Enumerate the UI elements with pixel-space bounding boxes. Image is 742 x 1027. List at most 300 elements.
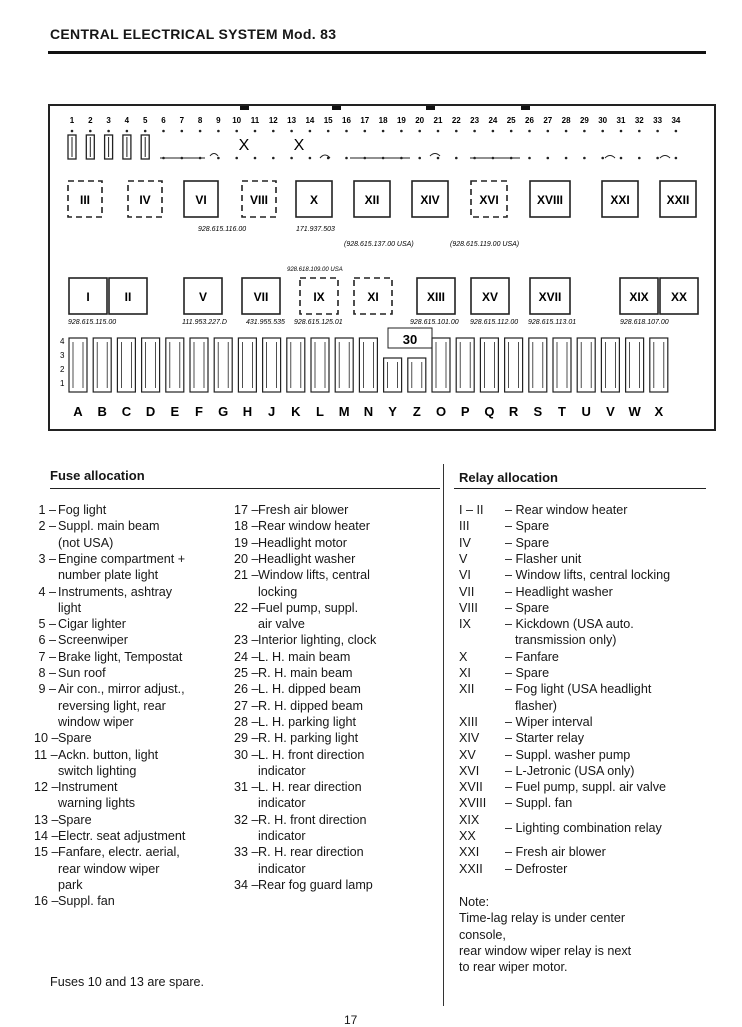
fuse-contact-bottom xyxy=(638,157,641,160)
connector-block xyxy=(601,338,619,392)
fuse-description: window wiper xyxy=(58,714,134,729)
relay-description: – Lighting combination relay xyxy=(505,820,662,835)
fuse-box-drawing xyxy=(50,106,714,429)
relay-number: XVIII xyxy=(459,796,487,811)
relay-label: II xyxy=(124,290,132,304)
relay-description: – Starter relay xyxy=(505,731,585,746)
fuse-description: Air con., mirror adjust., xyxy=(58,682,185,697)
relay-description: – Rear window heater xyxy=(505,503,628,517)
fuse-number: 4 – xyxy=(38,584,56,599)
fuse-number-label: 8 xyxy=(197,116,203,125)
relay-label: XIX xyxy=(629,290,649,304)
note-line: to rear wiper motor. xyxy=(459,960,568,975)
connector-block xyxy=(214,338,232,392)
fuse-number-label: 21 xyxy=(433,116,443,125)
fuse-contact-top xyxy=(181,130,184,133)
fuse-number-label: 33 xyxy=(653,116,663,125)
fuse-number-label: 20 xyxy=(415,116,425,125)
fuse-description: R. H. dipped beam xyxy=(258,698,364,713)
connector-block xyxy=(335,338,353,392)
fuse-contact-top xyxy=(400,130,403,133)
fuse-number: 34 – xyxy=(234,877,259,892)
fuse-contact-top xyxy=(309,130,312,133)
connector-letter: W xyxy=(628,404,641,419)
wire-link xyxy=(160,154,218,159)
relay-number: IX xyxy=(459,617,471,632)
fuse-contact-bottom xyxy=(547,157,550,160)
fuse-number: 6 – xyxy=(38,633,56,648)
relay-label: XVIII xyxy=(536,193,564,207)
fuse-description: Spare xyxy=(58,731,92,746)
fuse-description: R. H. main beam xyxy=(258,666,353,680)
fuse-description: number plate light xyxy=(58,568,159,583)
fuse-description: L. H. main beam xyxy=(258,649,351,664)
connector-letter: U xyxy=(581,404,591,419)
relay-label: XVII xyxy=(538,290,562,304)
connector-block xyxy=(529,338,547,392)
relay-number: VII xyxy=(459,584,475,599)
fuse-description: R. H. parking light xyxy=(258,731,359,746)
relay-number: VI xyxy=(459,568,471,583)
relay-label: IX xyxy=(313,290,325,304)
fuse-contact-bottom xyxy=(290,157,293,160)
fuse-number: 29 – xyxy=(234,731,259,746)
fuse-description: Interior lighting, clock xyxy=(258,633,377,648)
relay-number: XV xyxy=(459,747,476,762)
relay-description: – Flasher unit xyxy=(505,551,582,566)
fuse-number-label: 27 xyxy=(543,116,553,125)
connector-letter: A xyxy=(73,404,83,419)
relay-number: III xyxy=(459,519,470,534)
relay-number: VIII xyxy=(459,600,478,615)
relay-label: XXII xyxy=(666,193,690,207)
fuse-description: Headlight washer xyxy=(258,551,356,566)
part-number: 431.955.535 xyxy=(246,319,285,326)
relay-label: X xyxy=(309,193,319,207)
connector-letter: J xyxy=(267,404,276,419)
fuse-number: 30 – xyxy=(234,747,259,762)
relay-label: XV xyxy=(481,290,499,304)
fuse-number: 11 – xyxy=(34,747,58,762)
relay-description: transmission only) xyxy=(515,633,617,648)
connector-letter: V xyxy=(606,404,615,419)
fuse-contact-top xyxy=(272,130,275,133)
fuse-number-label: 16 xyxy=(342,116,351,125)
relay-description: flasher) xyxy=(515,698,557,713)
fuse-description: Instruments, ashtray xyxy=(58,584,173,599)
relay-number: I – II xyxy=(459,503,484,517)
relay-label: VII xyxy=(253,290,269,304)
relay-description: – Kickdown (USA auto. xyxy=(505,617,634,632)
fuse-contact-top xyxy=(528,130,531,133)
fuse-number: 27 – xyxy=(234,698,259,713)
fuse-contact-top xyxy=(382,130,385,133)
fuse-contact-top xyxy=(492,130,495,133)
note-line: Time-lag relay is under center xyxy=(459,911,626,926)
relay-label: XVI xyxy=(479,193,499,207)
fuse-description: L. H. rear direction xyxy=(258,780,362,795)
connector-block xyxy=(166,338,184,392)
connector-block xyxy=(311,338,329,392)
terminal-30-label: 30 xyxy=(402,332,418,347)
relay-label: III xyxy=(79,193,91,207)
part-number: (928.615.137.00 USA) xyxy=(344,241,414,248)
fuse-number-label: 30 xyxy=(598,116,608,125)
connector-letter: K xyxy=(291,404,301,419)
connector-letter: G xyxy=(218,404,229,419)
fuse-contact-bottom xyxy=(601,157,604,160)
fuse-description: Headlight motor xyxy=(258,535,347,550)
fuse-description: (not USA) xyxy=(58,535,114,550)
part-number: (928.615.119.00 USA) xyxy=(450,241,520,248)
fuse-number-label: 10 xyxy=(232,116,242,125)
fuse-number: 16 – xyxy=(34,894,59,909)
connector-block xyxy=(190,338,208,392)
fuse-contact-top xyxy=(199,130,202,133)
connector-letter: O xyxy=(435,404,447,419)
relay-description: – Spare xyxy=(505,535,550,550)
fuse-description: rear window wiper xyxy=(58,861,160,876)
fuse-contact-top xyxy=(107,130,110,133)
connector-letter: Q xyxy=(484,404,495,419)
fuse-number-label: 6 xyxy=(161,116,166,125)
fuse-contact-top xyxy=(547,130,550,133)
connector-block xyxy=(359,338,377,392)
fuse-number-label: 22 xyxy=(451,116,461,125)
fuse-number: 18 – xyxy=(234,519,259,534)
fuse-description: Ackn. button, light xyxy=(58,747,159,762)
relay-description: – L-Jetronic (USA only) xyxy=(505,763,635,778)
fuse-description: Engine compartment + xyxy=(58,551,186,566)
fuse-number: 22 – xyxy=(234,600,259,615)
fuse-contact-bottom xyxy=(675,157,678,160)
connector-letter: M xyxy=(338,404,350,419)
connector-block xyxy=(263,338,281,392)
fuse-number-label: 15 xyxy=(323,116,333,125)
part-number: 111.953.227.D xyxy=(182,319,227,326)
part-number: 928.615.115.00 xyxy=(68,319,117,326)
part-number: 171.937.503 xyxy=(296,226,335,233)
row-label: 4 xyxy=(60,337,65,346)
relay-label: XII xyxy=(364,193,380,207)
fuse-number: 12 – xyxy=(34,780,59,795)
relay-label: XIV xyxy=(420,193,440,207)
fuse-description: Rear fog guard lamp xyxy=(258,877,373,892)
fuse-description: L. H. parking light xyxy=(258,714,357,729)
connector-letter: Z xyxy=(412,404,421,419)
relay-label: XX xyxy=(670,290,688,304)
connector-block xyxy=(93,338,111,392)
fuse-number: 3 – xyxy=(38,551,56,566)
fuse-number: 21 – xyxy=(234,568,259,583)
connector-block xyxy=(287,338,305,392)
fuse-number-label: 29 xyxy=(579,116,589,125)
fuse-contact-top xyxy=(601,130,604,133)
part-number: 928.618.107.00 xyxy=(620,319,669,326)
top-tab xyxy=(426,106,435,110)
fuse-number-label: 32 xyxy=(634,116,644,125)
relay-description: – Spare xyxy=(505,600,550,615)
fuse-description: locking xyxy=(258,584,298,599)
part-number: 928.615.112.00 xyxy=(470,319,519,326)
fuse-contact-top xyxy=(345,130,348,133)
fuse-contact-top xyxy=(217,130,220,133)
connector-block xyxy=(384,358,402,392)
fuse-description: Fanfare, electr. aerial, xyxy=(58,845,180,860)
fuse-number-label: 9 xyxy=(216,116,221,125)
fuse-contact-bottom xyxy=(254,157,257,160)
relay-label: XI xyxy=(367,290,379,304)
fuse-number-label: 7 xyxy=(179,116,185,125)
fuse-contact-bottom xyxy=(272,157,275,160)
relay-label: VI xyxy=(195,193,207,207)
fuse-contact-bottom xyxy=(528,157,531,160)
fuse-number: 5 – xyxy=(38,617,56,632)
note-line: console, xyxy=(459,927,506,942)
fuse-description: light xyxy=(58,600,82,615)
fuse-description: R. H. front direction xyxy=(258,812,367,827)
note-line: rear window wiper relay is next xyxy=(459,943,632,958)
relay-number: XI xyxy=(459,666,471,680)
connector-letter: N xyxy=(363,404,374,419)
fuse-description: indicator xyxy=(258,763,306,778)
relay-number: V xyxy=(459,551,468,566)
fuse-number: 17 – xyxy=(234,503,259,517)
relay-title-rule xyxy=(454,488,706,489)
relay-number: XIV xyxy=(459,731,480,746)
fuse-contact-top xyxy=(89,130,92,133)
connector-block xyxy=(142,338,160,392)
fuse-number: 31 – xyxy=(234,780,259,795)
fuse-allocation-title: Fuse allocation xyxy=(50,468,145,483)
fuse-number-label: 25 xyxy=(506,116,516,125)
relay-number: XXI xyxy=(459,845,480,860)
connector-block xyxy=(626,338,644,392)
fuse-description: Electr. seat adjustment xyxy=(58,829,186,843)
fuse-number: 13 – xyxy=(34,812,59,827)
fuse-number-label: 11 xyxy=(250,116,260,125)
top-tab xyxy=(332,106,341,110)
fuse-description: Fuel pump, suppl. xyxy=(258,600,359,615)
fuse-number-label: 34 xyxy=(671,116,681,125)
fuse-number: 32 – xyxy=(234,812,259,827)
relay-number: XII xyxy=(459,682,475,697)
relay-description: – Spare xyxy=(505,519,550,534)
fuse-number: 8 – xyxy=(38,666,56,680)
fuse-number-label: 26 xyxy=(525,116,534,125)
fuse-number-label: 19 xyxy=(396,116,406,125)
fuse-contact-top xyxy=(162,130,165,133)
connector-letter: X xyxy=(654,404,664,419)
fuse-contact-top xyxy=(473,130,476,133)
page-title: CENTRAL ELECTRICAL SYSTEM Mod. 83 xyxy=(50,26,337,42)
fuse-description: Instrument xyxy=(58,780,118,795)
fuse-number: 24 – xyxy=(234,649,259,664)
connector-block xyxy=(650,338,668,392)
fuse-description: L. H. front direction xyxy=(258,747,365,762)
fuse-number: 9 – xyxy=(38,682,56,697)
connector-letter: R xyxy=(508,404,519,419)
fuse-number-label: 5 xyxy=(142,116,148,125)
note-heading: Note: xyxy=(459,895,490,909)
fuse-description: warning lights xyxy=(58,796,136,811)
relay-number: XVII xyxy=(459,780,483,795)
fuse-contact-top xyxy=(675,130,678,133)
fuse-contact-bottom xyxy=(418,157,421,160)
fuse-contact-top xyxy=(144,130,147,133)
connector-letter: L xyxy=(316,404,324,419)
relay-description: – Spare xyxy=(505,666,550,680)
fuse-box-diagram xyxy=(48,104,716,431)
fuse-contact-top xyxy=(656,130,659,133)
relay-number: XVI xyxy=(459,763,480,778)
relay-label: IV xyxy=(139,193,151,207)
connector-letter: B xyxy=(97,404,107,419)
fuse-description: L. H. dipped beam xyxy=(258,682,361,697)
relay-allocation-title: Relay allocation xyxy=(459,470,558,485)
connector-block xyxy=(480,338,498,392)
connector-letter: E xyxy=(170,404,180,419)
fuse-contact-bottom xyxy=(565,157,568,160)
fuse-contact-top xyxy=(583,130,586,133)
relay-description: – Fog light (USA headlight xyxy=(505,682,652,697)
part-number: 928.615.101.00 xyxy=(410,319,459,326)
fuse-contact-top xyxy=(437,130,440,133)
title-rule xyxy=(48,51,706,54)
row-label: 2 xyxy=(60,365,65,374)
wire-link xyxy=(320,154,670,159)
fuse-contact-top xyxy=(565,130,568,133)
top-tab xyxy=(240,106,249,110)
fuse-description: Sun roof xyxy=(58,666,106,680)
fuse-contact-top xyxy=(620,130,623,133)
fuse-description: switch lighting xyxy=(58,763,137,778)
fuse-number-label: 28 xyxy=(561,116,571,125)
fuse-number: 10 – xyxy=(34,731,59,746)
top-tab xyxy=(521,106,530,110)
row-label: 1 xyxy=(60,379,65,388)
relay-note xyxy=(459,894,631,975)
part-number: 928.615.116.00 xyxy=(198,226,247,233)
fuse-description: Suppl. fan xyxy=(58,894,115,909)
fuse-contact-top xyxy=(235,130,238,133)
connector-letter: S xyxy=(533,404,543,419)
relay-description: – Fresh air blower xyxy=(505,845,606,860)
connector-letter: P xyxy=(460,404,470,419)
fuse-description: Brake light, Tempostat xyxy=(58,649,183,664)
connector-block xyxy=(69,338,87,392)
fuse-number: 28 – xyxy=(234,714,259,729)
fuse-description: Rear window heater xyxy=(258,519,371,534)
fuse-description: indicator xyxy=(258,829,306,843)
connector-letter: F xyxy=(195,404,203,419)
fuse-description: indicator xyxy=(258,796,306,811)
removed-fuse-mark: X xyxy=(293,137,305,154)
relay-description: – Wiper interval xyxy=(505,714,593,729)
page-number: 17 xyxy=(344,1013,358,1027)
fuse-number: 33 – xyxy=(234,845,259,860)
part-number: 928.615.125.01 xyxy=(294,319,343,326)
connector-letter: C xyxy=(121,404,132,419)
fuse-number-label: 4 xyxy=(124,116,130,125)
relay-description: – Fuel pump, suppl. air valve xyxy=(505,780,667,795)
relay-label: I xyxy=(86,290,90,304)
relay-description: – Window lifts, central locking xyxy=(505,568,671,583)
relay-number: X xyxy=(459,649,468,664)
connector-block xyxy=(432,338,450,392)
relay-description: – Fanfare xyxy=(505,649,559,664)
fuse-number-label: 3 xyxy=(106,116,111,125)
column-divider xyxy=(443,464,444,1006)
fuse-contact-bottom xyxy=(235,157,238,160)
relay-label: VIII xyxy=(249,193,269,207)
fuse-contact-top xyxy=(126,130,129,133)
part-number: 928.615.113.01 xyxy=(528,319,577,326)
fuse-description: Fresh air blower xyxy=(258,503,349,517)
fuse-description: Fog light xyxy=(58,503,107,517)
fuse-contact-bottom xyxy=(656,157,659,160)
fuse-number: 7 – xyxy=(38,649,56,664)
relay-number: XIII xyxy=(459,714,478,729)
fuse-description: air valve xyxy=(258,617,305,632)
row-label: 3 xyxy=(60,351,65,360)
connector-block xyxy=(408,358,426,392)
fuse-contact-bottom xyxy=(437,157,440,160)
fuse-number-label: 23 xyxy=(470,116,480,125)
fuse-description: R. H. rear direction xyxy=(258,845,364,860)
fuse-number-label: 31 xyxy=(616,116,626,125)
connector-letter: T xyxy=(558,404,566,419)
fuse-number: 1 – xyxy=(38,503,56,517)
fuse-contact-bottom xyxy=(345,157,348,160)
fuse-title-rule xyxy=(50,488,440,489)
connector-block xyxy=(456,338,474,392)
fuse-contact-top xyxy=(510,130,513,133)
connector-block xyxy=(238,338,256,392)
relay-description: – Suppl. fan xyxy=(505,796,573,811)
fuse-contact-top xyxy=(290,130,293,133)
relay-number: XXII xyxy=(459,861,483,876)
fuse-contact-top xyxy=(71,130,74,133)
fuse-contact-bottom xyxy=(455,157,458,160)
connector-block xyxy=(577,338,595,392)
fuse-contact-bottom xyxy=(620,157,623,160)
fuse-number: 2 – xyxy=(38,519,56,534)
fuse-contact-top xyxy=(418,130,421,133)
fuse-description: indicator xyxy=(258,861,306,876)
connector-letter: H xyxy=(242,404,253,419)
fuse-number: 23 – xyxy=(234,633,259,648)
relay-number: XIX xyxy=(459,812,480,827)
relay-number: IV xyxy=(459,535,471,550)
relay-number: XX xyxy=(459,829,476,843)
relay-label: V xyxy=(198,290,208,304)
connector-block xyxy=(505,338,523,392)
fuse-number-label: 14 xyxy=(305,116,315,125)
connector-letter: Y xyxy=(388,404,397,419)
fuse-number-label: 1 xyxy=(69,116,75,125)
removed-fuse-mark: X xyxy=(238,137,250,154)
fuse-number: 19 – xyxy=(234,535,259,550)
fuse-number-label: 24 xyxy=(488,116,498,125)
fuse-contact-top xyxy=(455,130,458,133)
fuse-footnote: Fuses 10 and 13 are spare. xyxy=(50,975,205,989)
fuse-contact-top xyxy=(638,130,641,133)
fuse-description: Cigar lighter xyxy=(58,617,126,632)
relay-description: – Suppl. washer pump xyxy=(505,747,631,762)
fuse-contact-bottom xyxy=(309,157,312,160)
fuse-number: 14 – xyxy=(34,829,59,843)
